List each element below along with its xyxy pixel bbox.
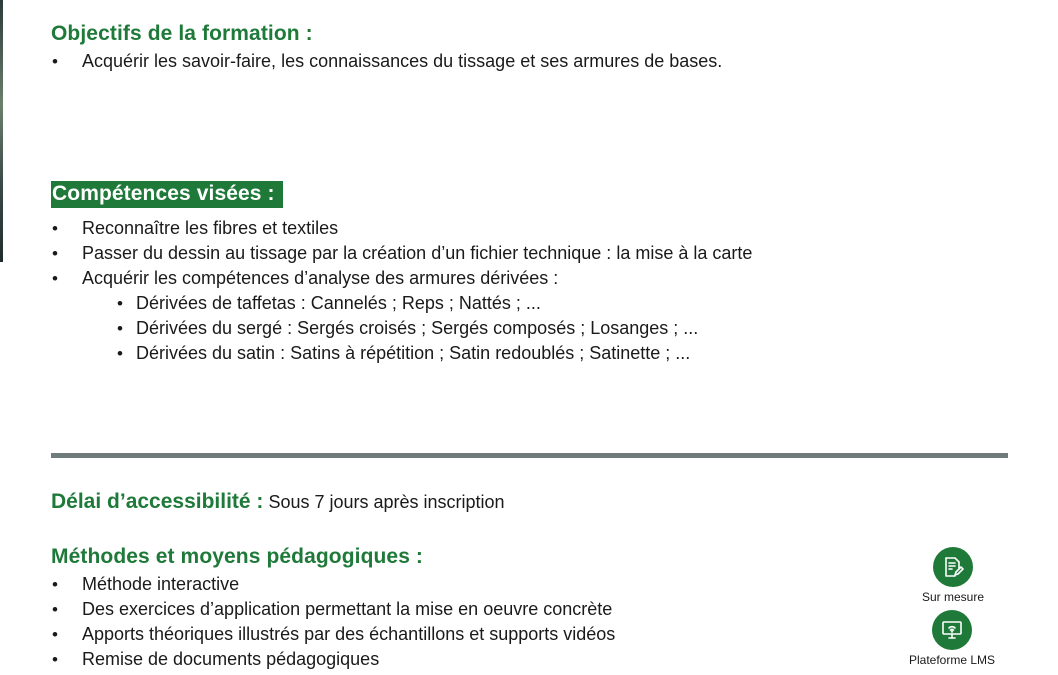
left-edge-photo-strip [0,0,3,262]
sub-list-item: • Dérivées du satin : Satins à répétition ; Satin redoublés ; Satinette ; ... [116,341,698,366]
list-item: • Apports théoriques illustrés par des échantillons et supports vidéos [51,622,615,647]
accessibility-label: Délai d’accessibilité : [51,490,264,513]
section-divider [51,453,1008,458]
methodes-heading: Méthodes et moyens pédagogiques : [51,545,424,568]
sub-list-item: • Dérivées de taffetas : Cannelés ; Reps ; Nattés ; ... [116,291,698,316]
accessibility-value: Sous 7 jours après inscription [263,492,505,512]
list-item: • Des exercices d’application permettant la mise en oeuvre concrète [51,597,615,622]
badge-caption: Sur mesure [921,590,985,604]
list-item: • Reconnaître les fibres et textiles [51,216,752,241]
objectifs-list [51,49,722,74]
sub-list-item: • Dérivées du sergé : Sergés croisés ; Sergés composés ; Losanges ; ... [116,316,698,341]
list-item: • Remise de documents pédagogiques [51,647,615,672]
objectifs-heading: Objectifs de la formation : [51,22,313,45]
accessibility-line [51,490,505,514]
badge-sur-mesure [898,547,1008,604]
competences-sublist [116,291,698,366]
list-item: • Passer du dessin au tissage par la création d’un fichier technique : la mise à la carte [51,241,752,266]
list-item: • Méthode interactive [51,572,615,597]
competences-heading: Compétences visées : [51,181,283,208]
computer-screen-icon [932,610,972,650]
edit-document-icon [933,547,973,587]
competences-list [51,216,752,291]
badge-plateforme-lms [897,610,1007,667]
badge-caption: Plateforme LMS [908,653,996,667]
list-item: • Acquérir les compétences d’analyse des armures dérivées : [51,266,752,291]
methodes-list [51,572,615,672]
list-item: • Acquérir les savoir-faire, les connaissances du tissage et ses armures de bases. [51,49,722,74]
